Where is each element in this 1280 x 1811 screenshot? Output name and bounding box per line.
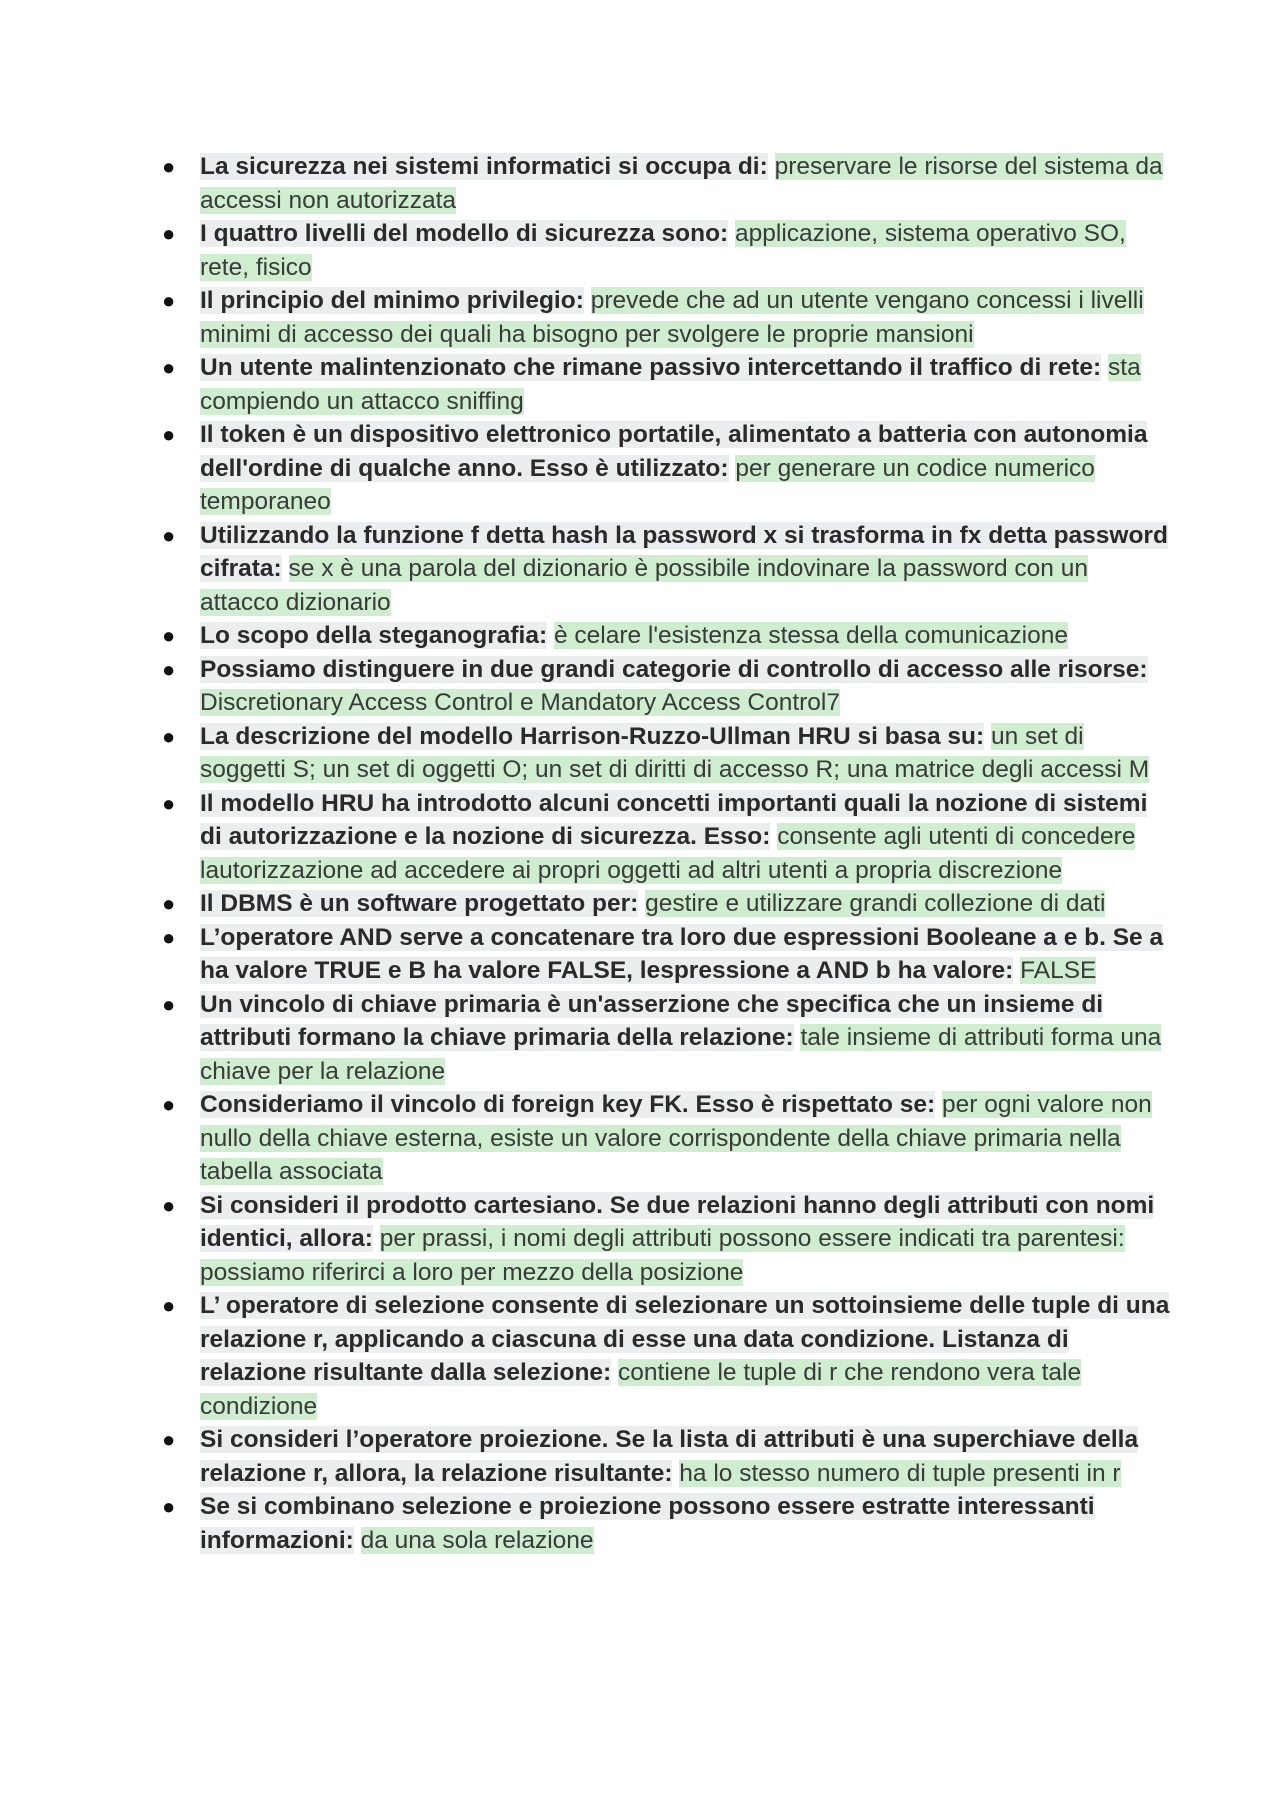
list-item [162, 1189, 1170, 1290]
answer-text: contiene le tuple di r che rendono vera tale condizione [200, 1359, 1082, 1420]
list-item [162, 653, 1170, 720]
list-item [162, 720, 1170, 787]
question-text: La descrizione del modello Harrison-Ruzzo-Ullman HRU si basa su: [200, 722, 985, 750]
bullet-icon: ● [162, 522, 176, 548]
question-text: Un utente malintenzionato che rimane passivo intercettando il traffico di rete: [200, 354, 1102, 381]
list-item [162, 619, 1170, 653]
bullet-icon: ● [162, 288, 176, 313]
question-text: I quattro livelli del modello di sicurezza sono: [200, 220, 729, 247]
bullet-icon: ● [162, 1092, 176, 1117]
bullet-icon: ● [162, 623, 176, 648]
list-item [162, 150, 1170, 217]
bullet-icon: ● [162, 154, 176, 179]
answer-text: è celare l'esistenza stessa della comunicazione [553, 622, 1068, 649]
qa-list [0, 150, 1170, 1557]
list-item [162, 1088, 1170, 1189]
list-item [162, 1423, 1170, 1490]
list-item [162, 284, 1170, 351]
answer-text: FALSE [1020, 957, 1097, 984]
list-item [162, 418, 1170, 519]
bullet-icon: ● [162, 1494, 176, 1519]
bullet-icon: ● [162, 924, 176, 950]
question-text: Utilizzando la funzione f detta hash la password x si trasforma in fx detta password cifrata: [200, 521, 1168, 582]
question-text: Un vincolo di chiave primaria è un'asserzione che specifica che un insieme di attributi formano la chiave primaria della relazione: [200, 990, 1104, 1051]
answer-text: per ogni valore non nullo della chiave esterna, esiste un valore corrispondente della chiave primaria nella tabella associata [200, 1091, 1152, 1185]
list-item [162, 921, 1170, 988]
answer-text: per generare un codice numerico temporaneo [200, 454, 1095, 515]
bullet-icon: ● [162, 1293, 176, 1318]
list-item [162, 1490, 1170, 1557]
list-item [162, 988, 1170, 1089]
answer-text: un set di soggetti S; un set di oggetti O; un set di diritti di accesso R; una matrice degli accessi M [200, 722, 1150, 783]
question-text: L’operatore AND serve a concatenare tra loro due espressioni Booleane a e b. Se a ha valore TRUE e B ha valore FALSE, lespressione a AND b ha valore: [200, 923, 1164, 984]
bullet-icon: ● [162, 422, 176, 447]
bullet-icon: ● [162, 221, 176, 246]
question-text: Se si combinano selezione e proiezione possono essere estratte interessanti informazioni: [200, 1493, 1095, 1554]
answer-text: sta compiendo un attacco sniffing [200, 354, 1141, 415]
question-text: Si consideri l’operatore proiezione. Se la lista di attributi è una superchiave della relazione r, allora, la relazione risultante: [200, 1426, 1139, 1487]
question-text: Si consideri il prodotto cartesiano. Se due relazioni hanno degli attributi con nomi identici, allora: [200, 1191, 1155, 1252]
question-text: Il principio del minimo privilegio: [200, 287, 584, 314]
question-text: L’ operatore di selezione consente di selezionare un sottoinsieme delle tuple di una relazione r, applicando a ciascuna di esse una data condizione. Listanza di relazione risultante dalla selezione: [200, 1292, 1170, 1386]
bullet-icon: ● [162, 991, 176, 1017]
answer-text: gestire e utilizzare grandi collezione di dati [645, 890, 1106, 917]
question-text: La sicurezza nei sistemi informatici si occupa di: [200, 153, 768, 180]
bullet-icon: ● [162, 723, 176, 749]
answer-text: preservare le risorse del sistema da accessi non autorizzata [200, 153, 1163, 214]
answer-text: da una sola relazione [360, 1526, 594, 1554]
list-item [162, 351, 1170, 418]
bullet-icon: ● [162, 1427, 176, 1452]
answer-text: ha lo stesso numero di tuple presenti in r [679, 1459, 1121, 1487]
bullet-icon: ● [162, 790, 176, 816]
list-item [162, 787, 1170, 888]
answer-text: consente agli utenti di concedere lautorizzazione ad accedere ai propri oggetti ad altri utenti a propria discrezione [200, 823, 1136, 884]
list-item [162, 887, 1170, 921]
list-item [162, 1289, 1170, 1423]
answer-text: se x è una parola del dizionario è possibile indovinare la password con un attacco dizionario [200, 555, 1088, 616]
question-text: Possiamo distinguere in due grandi categorie di controllo di accesso alle risorse: [200, 655, 1148, 683]
question-text: Il modello HRU ha introdotto alcuni concetti importanti quali la nozione di sistemi di autorizzazione e la nozione di sicurezza. Esso: [200, 789, 1148, 850]
list-item [162, 217, 1170, 284]
answer-text: applicazione, sistema operativo SO, rete, fisico [200, 220, 1126, 281]
question-text: Consideriamo il vincolo di foreign key FK. Esso è rispettato se: [200, 1091, 936, 1118]
question-text: Lo scopo della steganografia: [200, 622, 548, 649]
answer-text: Discretionary Access Control e Mandatory Access Control7 [200, 689, 840, 716]
answer-text: prevede che ad un utente vengano concessi i livelli minimi di accesso dei quali ha bisogno per svolgere le proprie mansioni [200, 287, 1144, 348]
answer-text: per prassi, i nomi degli attributi possono essere indicati tra parentesi: possiamo riferirci a loro per mezzo della posizione [200, 1225, 1125, 1286]
bullet-icon: ● [162, 1192, 176, 1218]
answer-text: tale insieme di attributi forma una chiave per la relazione [200, 1024, 1162, 1085]
bullet-icon: ● [162, 656, 176, 682]
list-item [162, 519, 1170, 620]
question-text: Il token è un dispositivo elettronico portatile, alimentato a batteria con autonomia dell'ordine di qualche anno. Esso è utilizzato: [200, 421, 1148, 482]
bullet-icon: ● [162, 891, 176, 916]
bullet-icon: ● [162, 355, 176, 380]
question-text: Il DBMS è un software progettato per: [200, 890, 639, 917]
